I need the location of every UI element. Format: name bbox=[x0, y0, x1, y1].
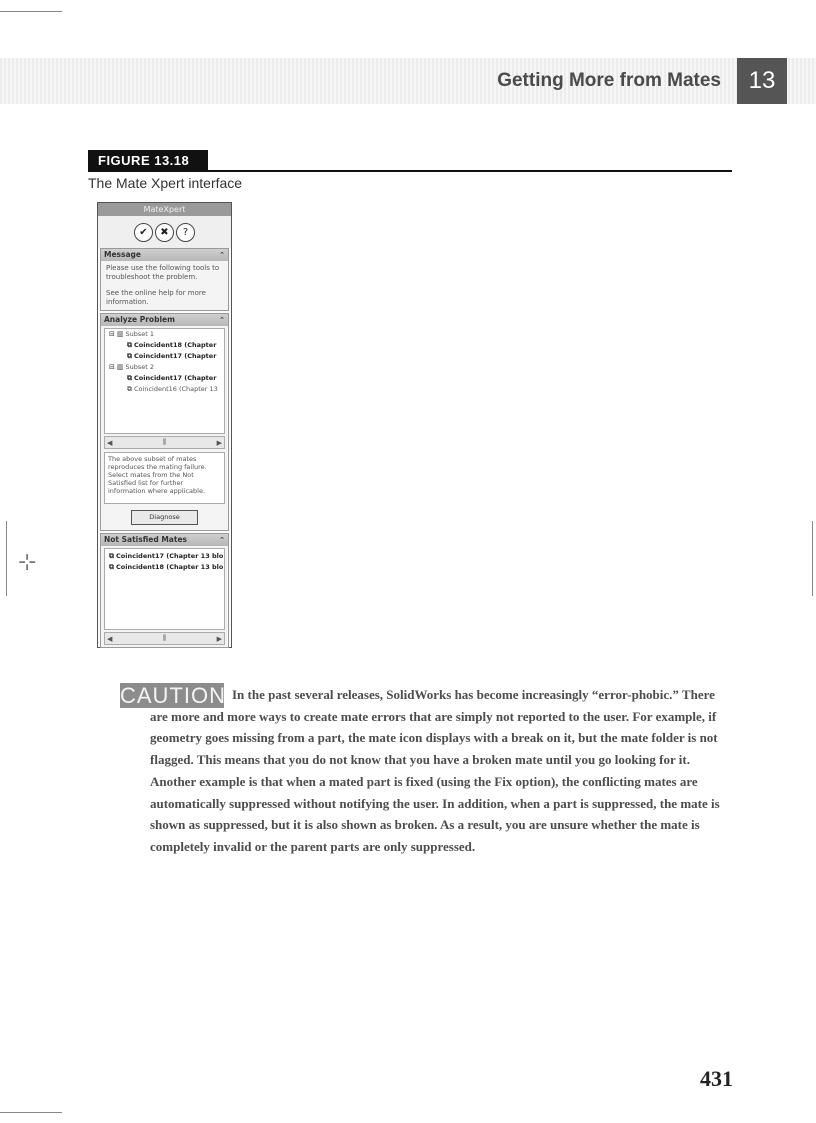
page-number: 431 bbox=[700, 1066, 733, 1091]
panel-icon-bar bbox=[98, 216, 231, 248]
message-text-2: See the online help for more information. bbox=[106, 289, 206, 306]
message-text-1: Please use the following tools to troubleshoot the problem. bbox=[106, 264, 220, 281]
message-section-title: Message bbox=[104, 250, 141, 259]
scroll-left-icon[interactable]: ◀ bbox=[107, 634, 113, 643]
not-satisfied-header[interactable] bbox=[101, 534, 228, 546]
subset-tree bbox=[104, 328, 225, 434]
caution-paragraph-2: Another example is that when a mated part is fixed (using the Fix option), the conflicting mates are automatically suppressed without notifying the user. In addition, when a part is suppressed, the mate is shown as suppressed, but it is also shown as broken. As a result, you are unsure whether the mate is completely invalid or the parent parts are only suppressed. bbox=[150, 774, 720, 854]
running-title: Getting More from Mates bbox=[497, 70, 721, 91]
horizontal-scrollbar[interactable] bbox=[104, 436, 225, 449]
tree-item-label: Subset 1 bbox=[125, 330, 155, 338]
crop-mark-top-left bbox=[0, 11, 62, 12]
tree-item[interactable] bbox=[105, 384, 224, 395]
horizontal-scrollbar[interactable] bbox=[104, 632, 225, 645]
tree-item-label: Subset 2 bbox=[125, 363, 155, 371]
figure-rule bbox=[88, 170, 732, 172]
tree-item[interactable] bbox=[105, 340, 224, 351]
tree-item-label: Coincident18 (Chapter bbox=[134, 341, 217, 349]
mate-icon: ⧉ bbox=[109, 563, 114, 571]
list-item-label: Coincident18 (Chapter 13 blo bbox=[116, 563, 224, 571]
folder-icon: ▥ bbox=[116, 330, 124, 338]
tree-item[interactable] bbox=[105, 373, 224, 384]
analysis-description: The above subset of mates reproduces the mating failure. Select mates from the Not Satisfied list for further information where applicable. bbox=[104, 452, 225, 504]
scroll-thumb[interactable]: ⫼ bbox=[162, 634, 167, 642]
crop-mark-bottom-left bbox=[0, 1112, 62, 1113]
message-text bbox=[101, 261, 228, 310]
list-item[interactable] bbox=[105, 562, 224, 573]
mate-icon: ⧉ bbox=[127, 352, 132, 360]
mate-icon: ⧉ bbox=[127, 374, 132, 382]
chapter-number: 13 bbox=[737, 58, 787, 104]
list-item-label: Coincident17 (Chapter 13 blo bbox=[116, 552, 224, 560]
list-item[interactable] bbox=[105, 551, 224, 562]
figure-label: FIGURE 13.18 bbox=[88, 150, 208, 172]
scroll-right-icon[interactable]: ▶ bbox=[216, 438, 222, 447]
collapse-chevron-icon[interactable]: ⌃ bbox=[219, 316, 225, 324]
expand-minus-icon[interactable]: ⊟ bbox=[109, 330, 115, 338]
not-satisfied-section bbox=[100, 533, 229, 648]
matexpert-panel bbox=[97, 202, 232, 648]
not-satisfied-list bbox=[104, 548, 225, 630]
figure-caption: The Mate Xpert interface bbox=[88, 175, 243, 191]
tree-item-label: Coincident16 (Chapter 13 bbox=[134, 385, 218, 393]
folder-icon: ▥ bbox=[116, 363, 124, 371]
mate-icon: ⧉ bbox=[127, 341, 132, 349]
tree-item-label: Coincident17 (Chapter bbox=[134, 352, 217, 360]
message-section bbox=[100, 248, 229, 311]
analyze-problem-section bbox=[100, 313, 229, 531]
not-satisfied-title: Not Satisfied Mates bbox=[104, 535, 187, 544]
collapse-chevron-icon[interactable]: ⌃ bbox=[219, 251, 225, 259]
tree-item-label: Coincident17 (Chapter bbox=[134, 374, 217, 382]
expand-minus-icon[interactable]: ⊟ bbox=[109, 363, 115, 371]
collapse-chevron-icon[interactable]: ⌃ bbox=[219, 536, 225, 544]
message-section-header[interactable] bbox=[101, 249, 228, 261]
crop-mark-mid-left bbox=[6, 521, 7, 596]
caution-badge: CAUTION bbox=[120, 683, 226, 708]
tree-item[interactable] bbox=[105, 362, 224, 373]
crop-mark-mid-right bbox=[812, 521, 813, 596]
help-question-icon[interactable]: ? bbox=[176, 223, 195, 242]
scroll-thumb[interactable]: ⫼ bbox=[162, 438, 167, 446]
ok-check-icon[interactable]: ✔ bbox=[134, 223, 153, 242]
analyze-section-header[interactable] bbox=[101, 314, 228, 326]
tree-item[interactable] bbox=[105, 329, 224, 340]
analyze-section-title: Analyze Problem bbox=[104, 315, 175, 324]
mate-icon: ⧉ bbox=[127, 385, 132, 393]
panel-title: MateXpert bbox=[98, 203, 231, 216]
mate-icon: ⧉ bbox=[109, 552, 114, 560]
registration-mark-icon: ⊹ bbox=[18, 550, 37, 575]
scroll-right-icon[interactable]: ▶ bbox=[216, 634, 222, 643]
cancel-x-icon[interactable]: ✖ bbox=[155, 223, 174, 242]
scroll-left-icon[interactable]: ◀ bbox=[107, 438, 113, 447]
tree-item[interactable] bbox=[105, 351, 224, 362]
caution-paragraph-1: In the past several releases, SolidWorks has become increasingly “error-phobic.” There are more and more ways to create mate errors that are simply not reported to the user. For example, if geometry goes missing from a part, the mate icon displays with a break on it, but the mate folder is not flagged. This means that you do not know that you have a broken mate until you go looking for it. bbox=[150, 687, 718, 767]
diagnose-button[interactable]: Diagnose bbox=[131, 510, 198, 525]
